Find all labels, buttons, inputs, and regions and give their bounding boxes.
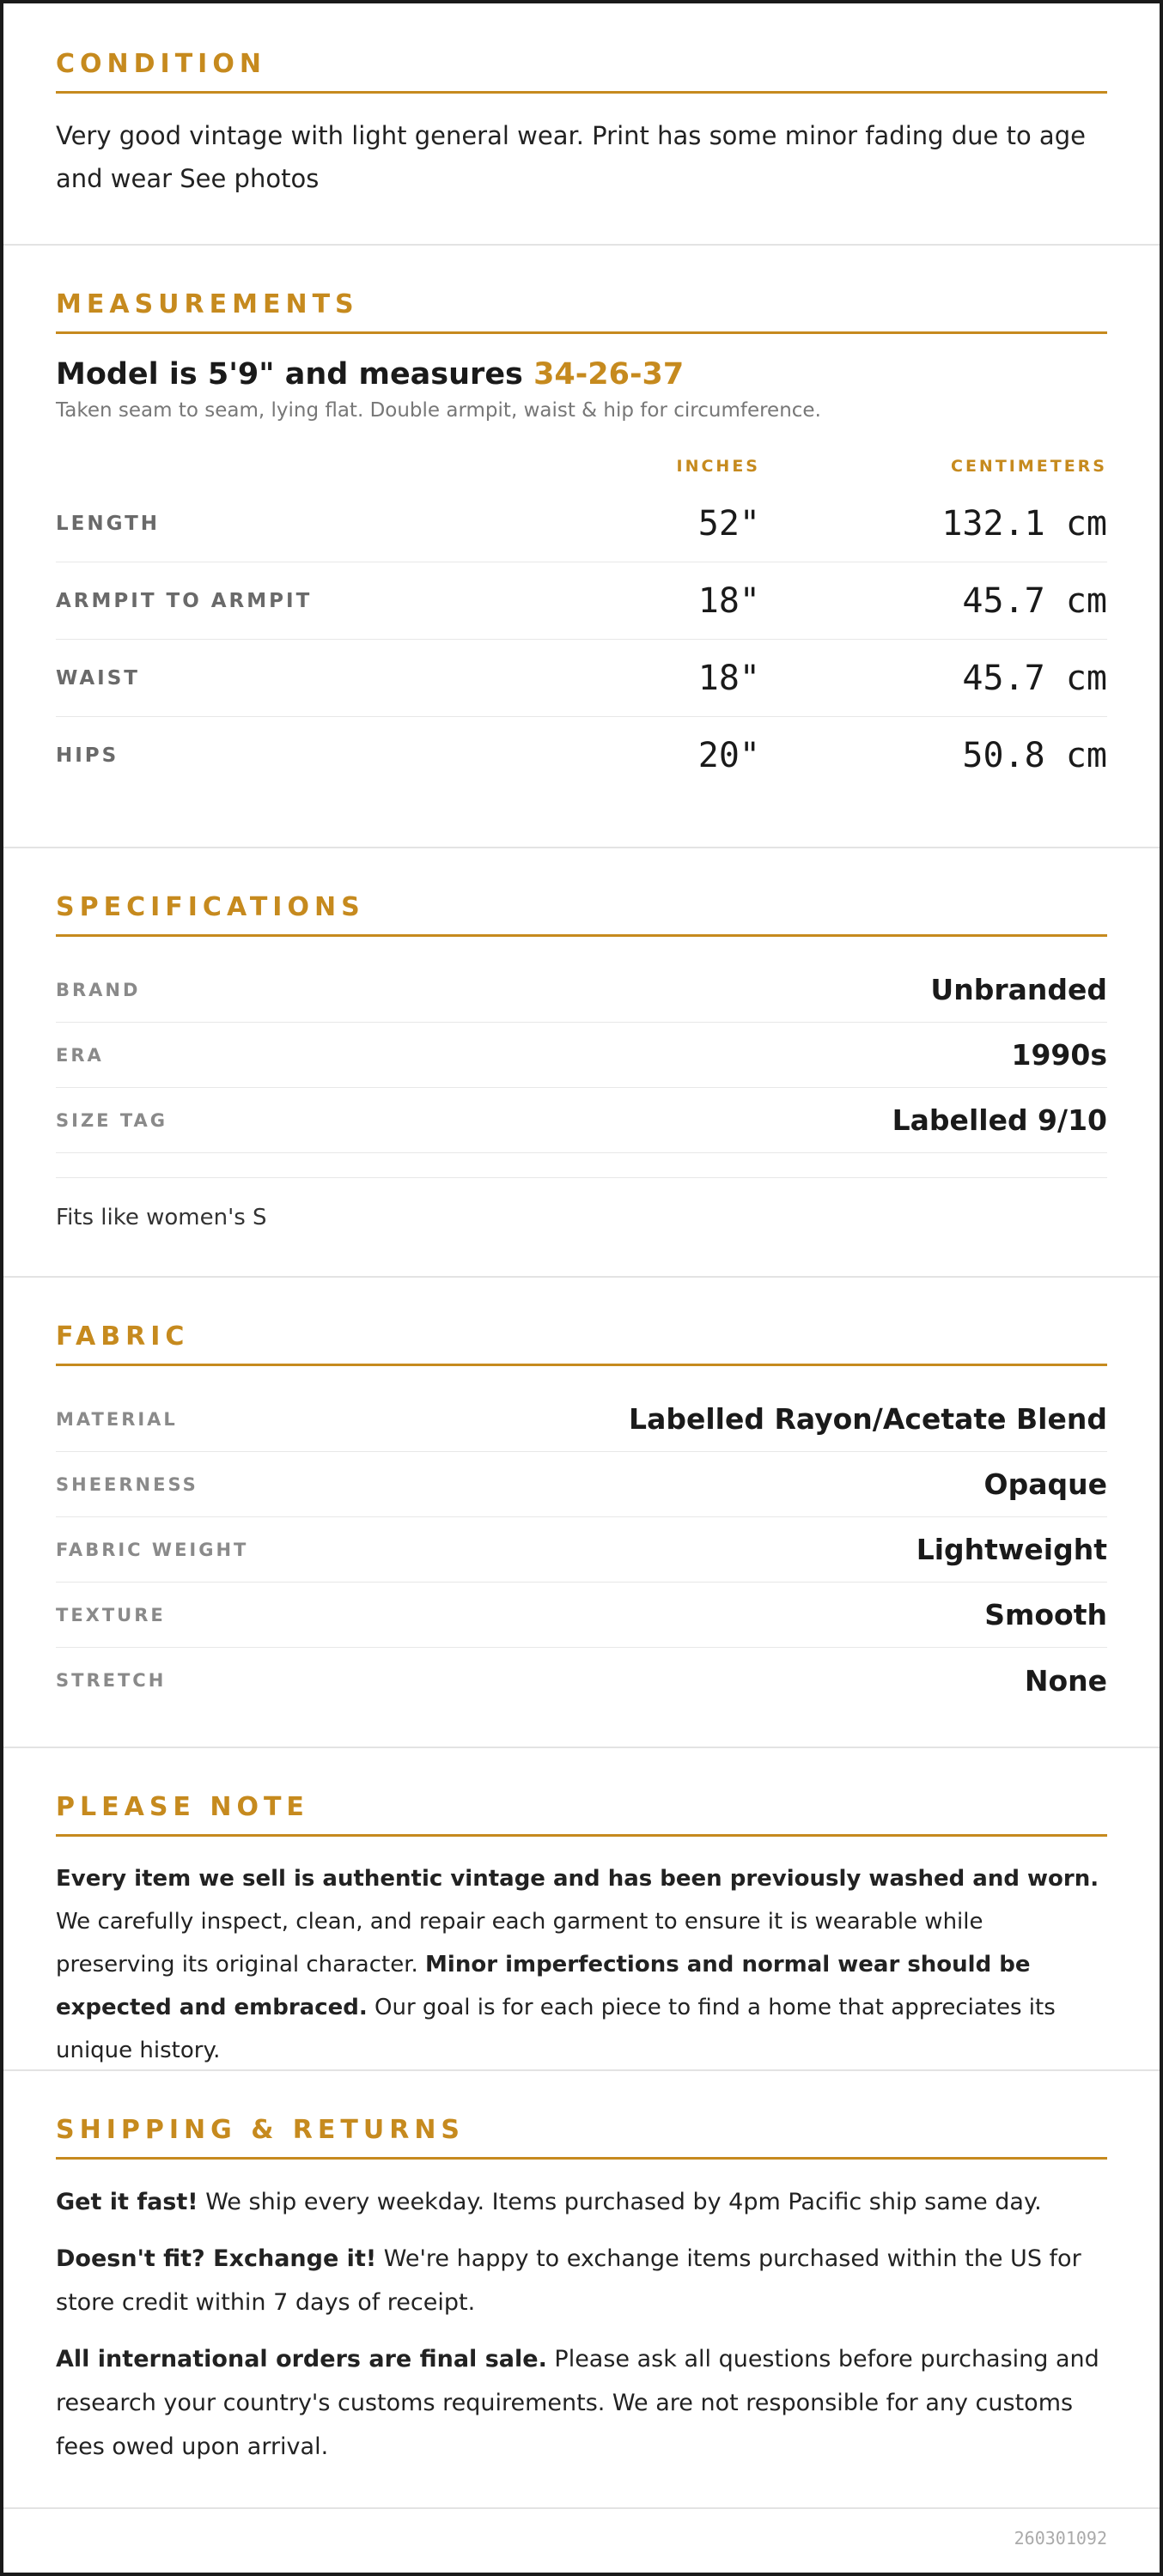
- condition-heading: CONDITION: [56, 48, 1107, 94]
- note-text-2: Our goal is for each piece to find a home that appreciates its unique history.: [56, 1995, 1056, 2063]
- spec-value: 1990s: [1011, 1038, 1107, 1072]
- measurement-cm: 50.8 cm: [962, 736, 1107, 775]
- fit-note: Fits like women's S: [56, 1177, 1107, 1235]
- measurement-label: LENGTH: [56, 512, 161, 535]
- international-paragraph: [56, 2337, 1107, 2469]
- exchange-text: We're happy to exchange items purchased within the US for store credit within 7 days of receipt.: [56, 2245, 1081, 2316]
- note-bold-2: Minor imperfections and normal wear should be expected and embraced.: [56, 1952, 1031, 2020]
- condition-text: Very good vintage with light general wear. Print has some minor fading due to age and wear See photos: [56, 121, 1086, 193]
- fabric-section: [3, 1278, 1160, 1748]
- fabric-row-texture: [56, 1583, 1107, 1648]
- please-note-section: [3, 1748, 1160, 2071]
- measurements-section: [3, 246, 1160, 848]
- fabric-key: STRETCH: [56, 1670, 167, 1691]
- fabric-value: Opaque: [983, 1467, 1107, 1501]
- shipping-paragraph: [56, 2180, 1107, 2224]
- specifications-heading: SPECIFICATIONS: [56, 891, 1107, 937]
- inches-column-header: INCHES: [676, 457, 760, 476]
- fabric-key: MATERIAL: [56, 1408, 178, 1430]
- fabric-key: FABRIC WEIGHT: [56, 1539, 249, 1560]
- shipping-returns-section: [3, 2071, 1160, 2509]
- shipping-bold: Get it fast!: [56, 2189, 198, 2215]
- international-bold: All international orders are final sale.: [56, 2346, 547, 2372]
- measurement-label: ARMPIT TO ARMPIT: [56, 589, 313, 612]
- measurement-cm: 45.7 cm: [962, 658, 1107, 698]
- spec-value: Unbranded: [930, 973, 1107, 1006]
- shipping-text: We ship every weekday. Items purchased by 4pm Pacific ship same day.: [198, 2189, 1042, 2215]
- measurement-inches: 18": [697, 658, 760, 698]
- fabric-row-weight: [56, 1517, 1107, 1583]
- exchange-paragraph: [56, 2237, 1107, 2324]
- specifications-section: [3, 848, 1160, 1278]
- spec-row-brand: [56, 957, 1107, 1023]
- international-text: Please ask all questions before purchasing and research your country's customs requirements. We are not responsible for any customs fees owed upon arrival.: [56, 2346, 1099, 2460]
- centimeters-column-header: CENTIMETERS: [951, 457, 1107, 476]
- fabric-key: TEXTURE: [56, 1604, 166, 1625]
- fabric-value: None: [1024, 1663, 1107, 1698]
- fabric-key: SHEERNESS: [56, 1473, 198, 1495]
- fabric-row-material: [56, 1387, 1107, 1452]
- measurement-label: WAIST: [56, 666, 140, 690]
- measurement-inches: 20": [697, 736, 760, 775]
- spec-key: SIZE TAG: [56, 1109, 168, 1131]
- spec-key: ERA: [56, 1044, 104, 1066]
- fabric-value: Lightweight: [916, 1533, 1107, 1566]
- product-code: 260301092: [1014, 2528, 1107, 2549]
- measurement-inches: 52": [697, 503, 760, 544]
- exchange-bold: Doesn't fit? Exchange it!: [56, 2245, 377, 2272]
- measurement-row: [56, 485, 1107, 562]
- note-text-1: We carefully inspect, clean, and repair each garment to ensure it is wearable while preserving its original character.: [56, 1909, 983, 1978]
- measurement-row: [56, 717, 1107, 794]
- note-bold-1: Every item we sell is authentic vintage and has been previously washed and worn.: [56, 1866, 1099, 1892]
- measurement-row: [56, 640, 1107, 717]
- shipping-heading: SHIPPING & RETURNS: [56, 2114, 1107, 2160]
- spec-key: BRAND: [56, 979, 141, 1000]
- measurement-method-note: Taken seam to seam, lying flat. Double armpit, waist & hip for circumference.: [56, 399, 821, 422]
- measurements-heading: MEASUREMENTS: [56, 289, 1107, 334]
- spec-row-era: [56, 1023, 1107, 1088]
- condition-section: [3, 3, 1160, 246]
- model-prefix: Model is 5'9" and measures: [56, 357, 534, 392]
- model-measures-value: 34-26-37: [533, 357, 685, 392]
- measurements-table: [56, 485, 1107, 794]
- measurements-table-header: [56, 447, 1107, 485]
- please-note-heading: PLEASE NOTE: [56, 1791, 1107, 1837]
- spec-row-size-tag: [56, 1088, 1107, 1153]
- measurement-label: HIPS: [56, 744, 119, 767]
- spec-value: Labelled 9/10: [892, 1103, 1107, 1137]
- fabric-row-sheerness: [56, 1452, 1107, 1517]
- measurement-row: [56, 562, 1107, 640]
- fabric-value: Labelled Rayon/Acetate Blend: [629, 1402, 1107, 1436]
- model-measurements: [56, 355, 1107, 394]
- fabric-value: Smooth: [984, 1598, 1107, 1631]
- fabric-heading: FABRIC: [56, 1321, 1107, 1366]
- measurement-cm: 132.1 cm: [941, 503, 1107, 544]
- measurement-cm: 45.7 cm: [962, 580, 1107, 621]
- fabric-row-stretch: [56, 1648, 1107, 1713]
- measurement-inches: 18": [697, 580, 760, 621]
- please-note-text: [56, 1857, 1107, 2072]
- fabric-table: [56, 1387, 1107, 1713]
